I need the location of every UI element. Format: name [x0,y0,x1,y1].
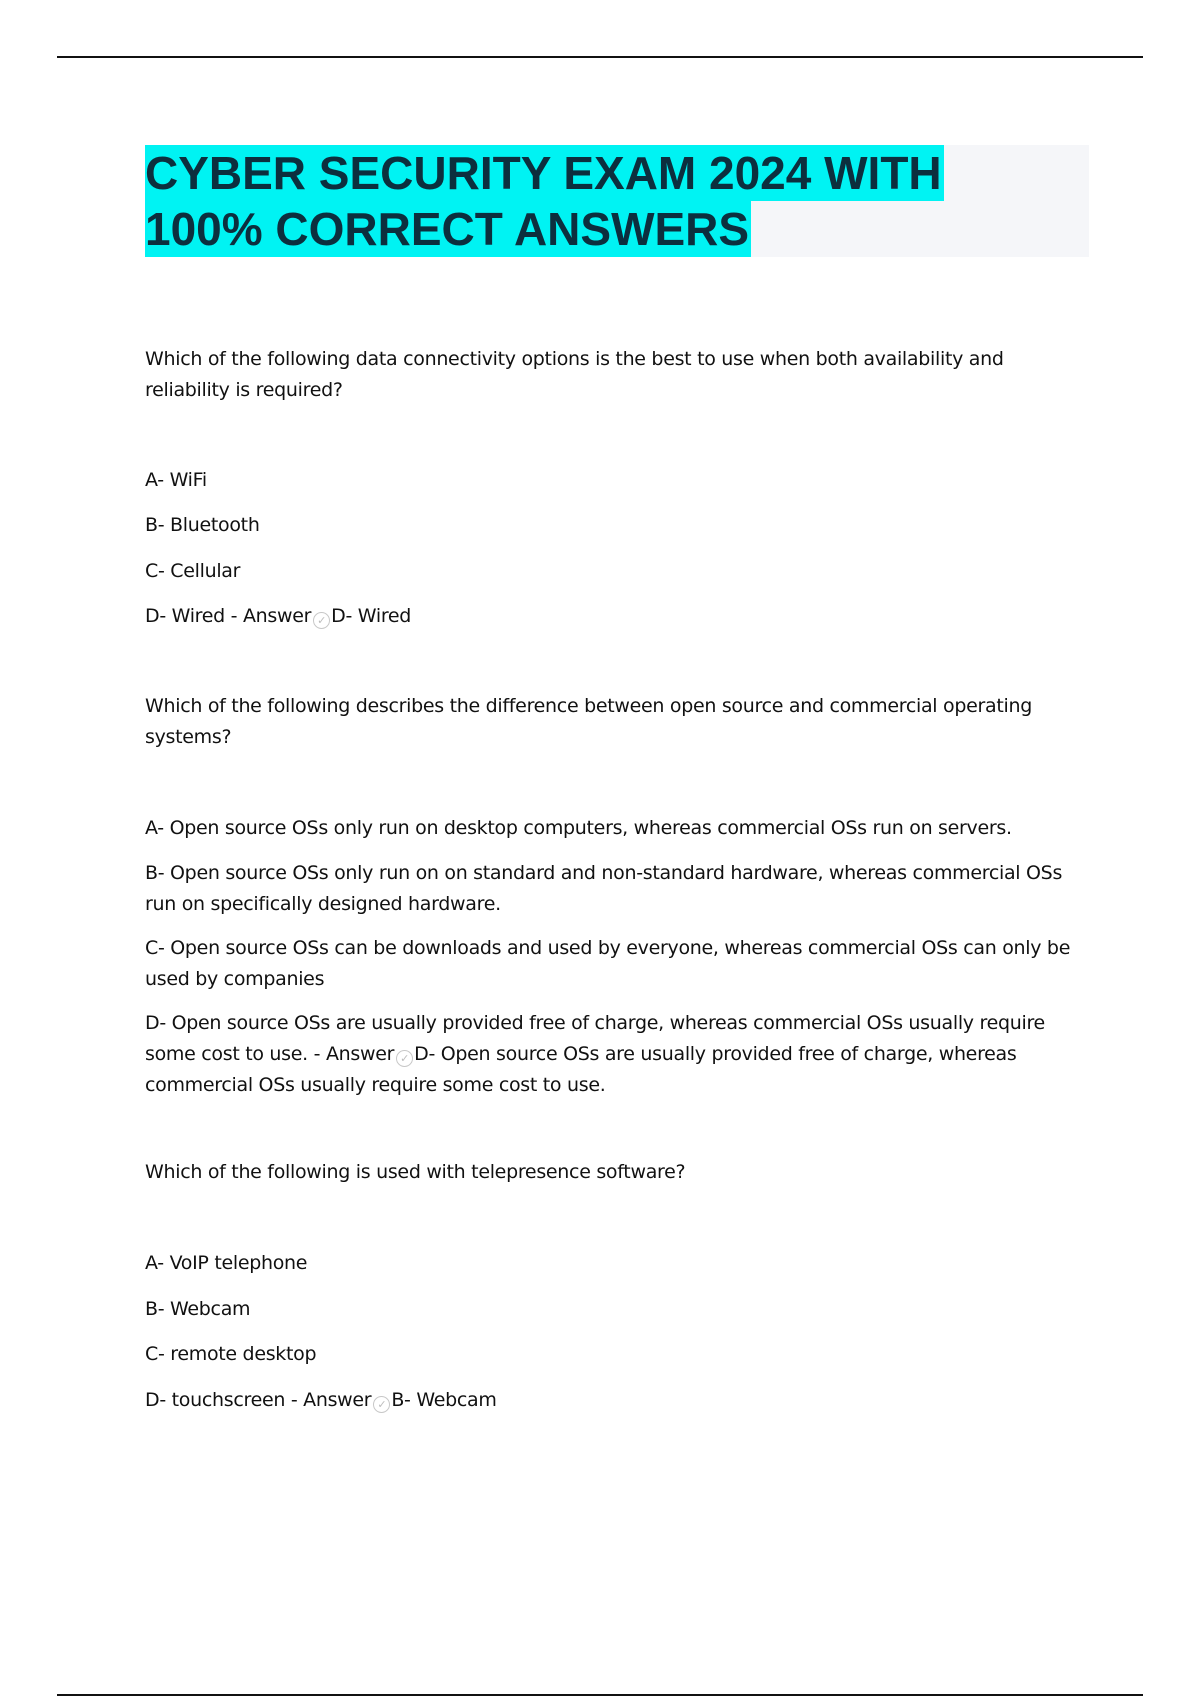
question-1: Which of the following data connectivity options is the best to use when both availability and reliability is required? [145,348,1004,401]
q3-option-c: C- remote desktop [145,1343,317,1365]
question-3: Which of the following is used with telepresence software? [145,1161,686,1183]
document-title-line-1: CYBER SECURITY EXAM 2024 WITH [145,147,942,199]
q2-answer: D- Open source OSs are usually provided free of charge, whereas commercial OSs usually require some cost to use. [145,1043,1017,1096]
q2-option-b: B- Open source OSs only run on on standard and non-standard hardware, whereas commercial OSs run on specifically designed hardware. [145,862,1063,915]
q3-option-d-with-answer [145,1385,1090,1416]
bottom-rule [57,1694,1143,1696]
check-circle-icon: ✓ [373,1396,390,1413]
q3-option-b: B- Webcam [145,1298,251,1320]
q2-option-d-with-answer [145,1008,1090,1101]
q1-option-d-with-answer [145,601,1090,632]
q1-option-d: D- Wired [145,605,225,627]
q3-answer-prefix: - Answer [285,1389,372,1411]
document-title-line-2: 100% CORRECT ANSWERS [145,203,750,255]
q1-answer: D- Wired [331,605,412,627]
q3-option-d: D- touchscreen [145,1389,286,1411]
top-rule [57,56,1143,58]
q1-option-a: A- WiFi [145,469,207,491]
q1-answer-prefix: - Answer [224,605,312,627]
q2-answer-prefix: - Answer [307,1043,395,1065]
q1-option-c: C- Cellular [145,560,241,582]
q3-answer: B- Webcam [391,1389,497,1411]
q3-option-a: A- VoIP telephone [145,1252,308,1274]
check-circle-icon: ✓ [396,1050,413,1067]
q1-option-b: B- Bluetooth [145,514,260,536]
q2-option-c: C- Open source OSs can be downloads and used by everyone, whereas commercial OSs can only be used by companies [145,937,1071,990]
q2-option-d: D- Open source OSs are usually provided free of charge, whereas commercial OSs usually require some cost to use. [145,1012,1045,1065]
check-circle-icon: ✓ [313,612,330,629]
q2-option-a: A- Open source OSs only run on desktop computers, whereas commercial OSs run on servers. [145,817,1012,839]
question-2: Which of the following describes the difference between open source and commercial operating systems? [145,695,1032,748]
